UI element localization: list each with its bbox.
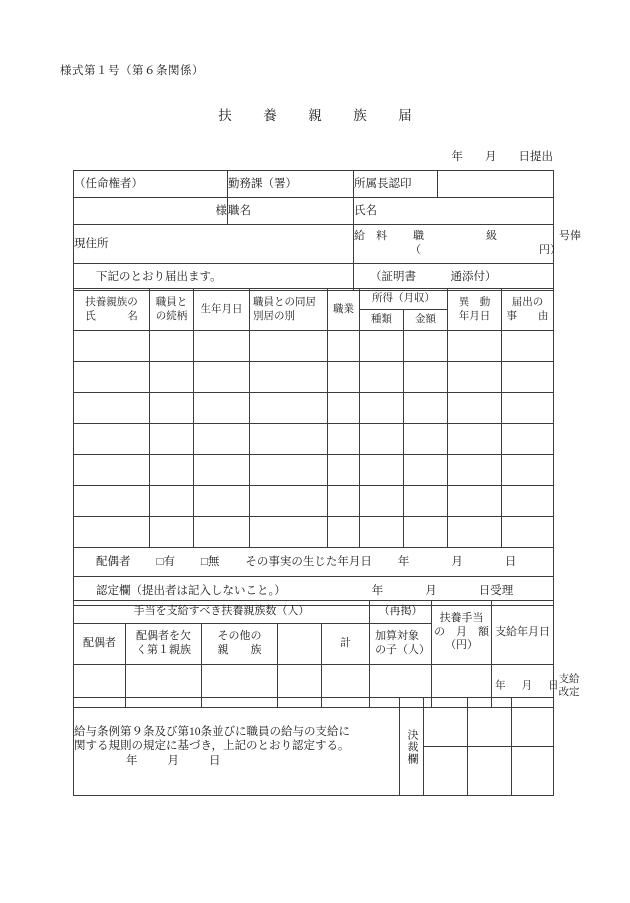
- cell-change-date[interactable]: [448, 486, 502, 517]
- certification-text-cell: [74, 698, 400, 796]
- cell-occupation[interactable]: [328, 393, 360, 424]
- cell-dependent-name[interactable]: [74, 486, 150, 517]
- table-row: [74, 455, 554, 486]
- cell-reason[interactable]: [502, 517, 554, 548]
- approval-label: 認定欄（提出者は記入しないこと。）: [96, 584, 286, 597]
- cell-change-date[interactable]: [448, 331, 502, 362]
- table-row: [74, 331, 554, 362]
- col-header-income-amount: 金額: [404, 310, 448, 331]
- dependent-relatives-table: [73, 288, 554, 606]
- cell-reason[interactable]: [502, 331, 554, 362]
- submission-date-line: [452, 148, 554, 164]
- certification-line-2: 関する規則の規定に基づき，上記のとおり認定する。: [74, 740, 350, 753]
- table-row: [74, 225, 554, 264]
- col-header-blank: [278, 624, 322, 665]
- col-header-reason: 届出の 事 由: [502, 289, 554, 331]
- page-title: 扶 養 親 族 届: [218, 108, 421, 123]
- honorific-cell: 様: [74, 198, 228, 225]
- address-cell[interactable]: 現住所: [74, 225, 354, 264]
- table-row: [74, 517, 554, 548]
- spouse-label: 配偶者: [96, 555, 131, 568]
- cell-occupation[interactable]: [328, 486, 360, 517]
- pay-day-label: 日: [548, 680, 559, 692]
- table-row: [74, 698, 554, 747]
- approval-month-label: 月: [425, 584, 437, 597]
- pay-month-label: 月: [521, 680, 533, 692]
- spouse-fact-date-label: その事実の生じた年月日: [245, 555, 372, 568]
- cell-relation[interactable]: [150, 455, 194, 486]
- table-row: [74, 171, 554, 198]
- cell-income-type[interactable]: [360, 393, 404, 424]
- cert-day-label: 日: [209, 754, 221, 767]
- cell-income-amount[interactable]: [404, 424, 448, 455]
- cell-cohabitation[interactable]: [250, 393, 328, 424]
- kessai-cell[interactable]: [468, 698, 512, 747]
- cell-occupation[interactable]: [328, 362, 360, 393]
- cell-birthdate[interactable]: [194, 455, 250, 486]
- appointer-label-cell: （任命権者）: [74, 171, 228, 198]
- cell-income-amount[interactable]: [404, 455, 448, 486]
- cell-reason[interactable]: [502, 455, 554, 486]
- cell-birthdate[interactable]: [194, 486, 250, 517]
- cell-income-type[interactable]: [360, 517, 404, 548]
- allowance-group-title: 手当を支給すべき扶養親族数（人）: [74, 601, 370, 624]
- cell-occupation[interactable]: [328, 455, 360, 486]
- salary-yen-close: 円）: [539, 244, 561, 256]
- payment-date-header: 支給年月日: [492, 601, 554, 665]
- salary-rank-label: 職: [413, 230, 424, 243]
- allowance-count-table: [73, 600, 580, 708]
- cell-birthdate[interactable]: [194, 424, 250, 455]
- cell-relation[interactable]: [150, 393, 194, 424]
- cell-dependent-name[interactable]: [74, 455, 150, 486]
- kessai-cell[interactable]: [468, 747, 512, 796]
- col-header-dependent-name: 扶養親族の 氏 名: [74, 289, 150, 331]
- table-row: [74, 424, 554, 455]
- col-header-income-group: 所得（月収）: [360, 289, 448, 310]
- chief-seal-label-cell: 所属長認印: [354, 171, 438, 198]
- col-header-addition-child: 加算対象 の子（人）: [370, 624, 432, 665]
- certification-line-1: 給与条例第９条及び第10条並びに職員の給与の支給に: [74, 725, 350, 738]
- cell-relation[interactable]: [150, 424, 194, 455]
- restated-label: （再掲）: [370, 601, 432, 624]
- col-header-total: 計: [322, 624, 370, 665]
- spouse-no-checkbox[interactable]: □無: [200, 555, 220, 568]
- cell-income-type[interactable]: [360, 455, 404, 486]
- cell-relation[interactable]: [150, 517, 194, 548]
- cell-income-amount[interactable]: [404, 393, 448, 424]
- monthly-allowance-header: 扶養手当 の 月 額 （円）: [432, 601, 492, 665]
- appointer-table: [73, 170, 581, 291]
- cert-year-label: 年: [126, 754, 138, 767]
- cell-birthdate[interactable]: [194, 362, 250, 393]
- cell-cohabitation[interactable]: [250, 424, 328, 455]
- cell-birthdate[interactable]: [194, 393, 250, 424]
- cell-relation[interactable]: [150, 362, 194, 393]
- cell-cohabitation[interactable]: [250, 362, 328, 393]
- certificate-cell: （証明書 通添付）: [354, 264, 554, 291]
- cell-income-amount[interactable]: [404, 517, 448, 548]
- cert-month-label: 月: [167, 754, 179, 767]
- cell-income-type[interactable]: [360, 486, 404, 517]
- certification-date-line: [74, 754, 399, 768]
- cell-income-amount[interactable]: [404, 362, 448, 393]
- cell-reason[interactable]: [502, 424, 554, 455]
- cell-relation[interactable]: [150, 486, 194, 517]
- cell-dependent-name[interactable]: [74, 424, 150, 455]
- cell-cohabitation[interactable]: [250, 486, 328, 517]
- cell-dependent-name[interactable]: [74, 393, 150, 424]
- spouse-year-label: 年: [397, 555, 410, 568]
- cell-reason[interactable]: [502, 486, 554, 517]
- cell-cohabitation[interactable]: [250, 517, 328, 548]
- spouse-row: [74, 548, 554, 577]
- salary-label: 給 料: [354, 230, 387, 243]
- submit-year-label: 年: [451, 151, 463, 163]
- spouse-row-cell: [74, 548, 554, 577]
- cell-occupation[interactable]: [328, 424, 360, 455]
- kessai-cell[interactable]: [512, 698, 554, 747]
- cell-birthdate[interactable]: [194, 331, 250, 362]
- salary-grade-label: 級: [486, 230, 497, 243]
- col-header-change-date: 異 動 年月日: [448, 289, 502, 331]
- post-name-cell[interactable]: 職名: [228, 198, 354, 225]
- col-header-relation: 職員と の続柄: [150, 289, 194, 331]
- kessai-cell[interactable]: [424, 747, 468, 796]
- salary-step-label: 号俸: [559, 230, 581, 243]
- cell-change-date[interactable]: [448, 455, 502, 486]
- table-row: [74, 486, 554, 517]
- cell-income-amount[interactable]: [404, 331, 448, 362]
- spouse-yes-checkbox[interactable]: □有: [156, 555, 175, 568]
- col-header-income-type: 種類: [360, 310, 404, 331]
- approval-year-label: 年: [371, 584, 384, 597]
- approval-day-label: 日受理: [478, 584, 514, 597]
- cell-payment-date[interactable]: 年 月 日 支給 改定: [492, 665, 554, 708]
- kessai-label-cell: 決裁欄: [400, 698, 424, 796]
- cell-income-amount[interactable]: [404, 486, 448, 517]
- cell-reason[interactable]: [502, 362, 554, 393]
- table-header-row: [74, 601, 554, 624]
- cell-cohabitation[interactable]: [250, 455, 328, 486]
- spouse-month-label: 月: [451, 555, 463, 568]
- cell-relation[interactable]: [150, 331, 194, 362]
- col-header-other-relative: その他の 親 族: [202, 624, 278, 665]
- cell-dependent-name[interactable]: [74, 362, 150, 393]
- cell-income-type[interactable]: [360, 331, 404, 362]
- table-row: [74, 393, 554, 424]
- form-code: 様式第１号（第６条関係）: [60, 65, 204, 77]
- cell-change-date[interactable]: [448, 393, 502, 424]
- col-header-first-relative: 配偶者を欠 く第１親族: [126, 624, 202, 665]
- spouse-day-label: 日: [504, 555, 517, 568]
- cell-dependent-name[interactable]: [74, 331, 150, 362]
- cell-income-type[interactable]: [360, 424, 404, 455]
- cell-change-date[interactable]: [448, 517, 502, 548]
- table-row: [74, 198, 554, 225]
- cell-reason[interactable]: [502, 393, 554, 424]
- certification-table: [73, 697, 554, 796]
- declaration-cell: 下記のとおり届出ます。: [74, 264, 354, 291]
- col-header-cohabitation: 職員との同居 別居の別: [250, 289, 328, 331]
- cell-occupation[interactable]: [328, 517, 360, 548]
- cell-cohabitation[interactable]: [250, 331, 328, 362]
- cell-change-date[interactable]: [448, 424, 502, 455]
- submit-day-label: 日提出: [518, 151, 553, 163]
- col-header-spouse: 配偶者: [74, 624, 126, 665]
- cell-dependent-name[interactable]: [74, 517, 150, 548]
- table-row: [74, 264, 554, 291]
- cell-occupation[interactable]: [328, 331, 360, 362]
- table-header-row: [74, 289, 554, 310]
- col-header-birthdate: 生年月日: [194, 289, 250, 331]
- work-section-label-cell: 勤務課（署）: [228, 171, 354, 198]
- chief-seal-input-cell[interactable]: [438, 171, 554, 198]
- kessai-cell[interactable]: [424, 698, 468, 747]
- kessai-cell[interactable]: [512, 747, 554, 796]
- table-row: [74, 362, 554, 393]
- col-header-occupation: 職業: [328, 289, 360, 331]
- pay-year-label: 年: [495, 680, 506, 692]
- cell-income-type[interactable]: [360, 362, 404, 393]
- cell-birthdate[interactable]: [194, 517, 250, 548]
- submit-month-label: 月: [485, 151, 497, 163]
- cell-change-date[interactable]: [448, 362, 502, 393]
- salary-cell[interactable]: [354, 225, 581, 264]
- employee-name-cell[interactable]: 氏名: [354, 198, 554, 225]
- salary-paren-open: （: [410, 244, 421, 256]
